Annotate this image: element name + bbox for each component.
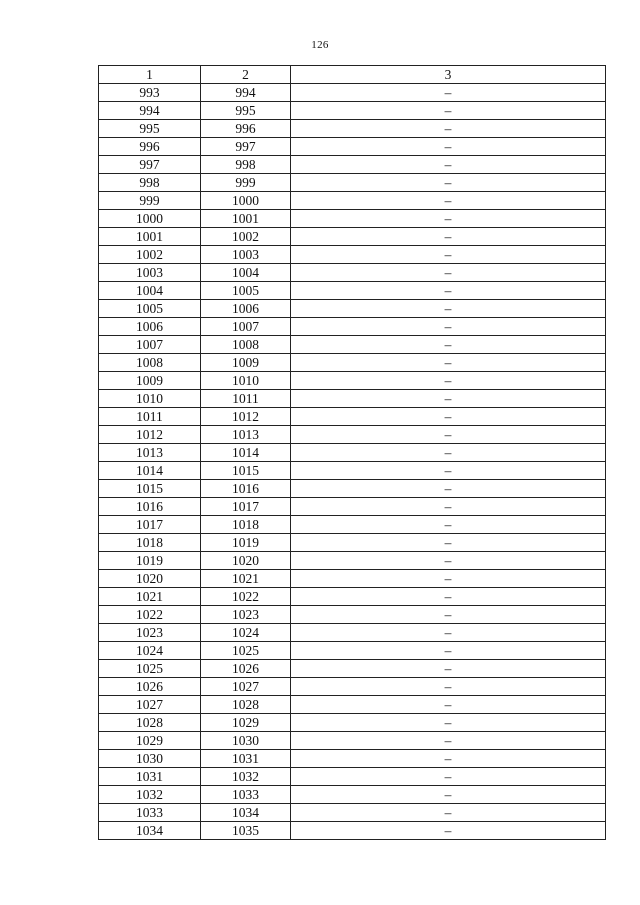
table-cell-col-3: – (291, 732, 606, 750)
table-cell-col-1: 1033 (99, 804, 201, 822)
table-row (99, 390, 606, 408)
table-cell-col-2: 1005 (201, 282, 291, 300)
table-cell-col-2: 1001 (201, 210, 291, 228)
table-cell-col-3: – (291, 606, 606, 624)
column-header-3: 3 (291, 66, 606, 84)
table-row (99, 552, 606, 570)
table-row (99, 102, 606, 120)
data-table (98, 65, 606, 840)
table-cell-col-2: 1014 (201, 444, 291, 462)
table-cell-col-3: – (291, 624, 606, 642)
table-cell-col-1: 1008 (99, 354, 201, 372)
table-cell-col-2: 1022 (201, 588, 291, 606)
table-cell-col-2: 1033 (201, 786, 291, 804)
table-row (99, 408, 606, 426)
table-cell-col-1: 1005 (99, 300, 201, 318)
table-cell-col-3: – (291, 714, 606, 732)
table-cell-col-1: 1025 (99, 660, 201, 678)
table-cell-col-3: – (291, 390, 606, 408)
table-row (99, 588, 606, 606)
column-header-2: 2 (201, 66, 291, 84)
table-cell-col-2: 1010 (201, 372, 291, 390)
table-row (99, 534, 606, 552)
table-row (99, 354, 606, 372)
table-cell-col-2: 1002 (201, 228, 291, 246)
table-cell-col-3: – (291, 264, 606, 282)
table-cell-col-2: 1007 (201, 318, 291, 336)
table-cell-col-3: – (291, 462, 606, 480)
table-cell-col-3: – (291, 138, 606, 156)
table-cell-col-1: 1012 (99, 426, 201, 444)
table-row (99, 210, 606, 228)
table-cell-col-2: 1017 (201, 498, 291, 516)
table-cell-col-2: 1009 (201, 354, 291, 372)
table-cell-col-3: – (291, 444, 606, 462)
table-row (99, 480, 606, 498)
table-cell-col-3: – (291, 588, 606, 606)
table-row (99, 696, 606, 714)
table-row (99, 264, 606, 282)
table-cell-col-1: 1027 (99, 696, 201, 714)
table-cell-col-3: – (291, 102, 606, 120)
table-cell-col-2: 995 (201, 102, 291, 120)
table-cell-col-1: 1022 (99, 606, 201, 624)
table-row (99, 498, 606, 516)
table-row (99, 660, 606, 678)
table-row (99, 786, 606, 804)
table-cell-col-3: – (291, 372, 606, 390)
table-cell-col-1: 1021 (99, 588, 201, 606)
table-cell-col-1: 1031 (99, 768, 201, 786)
table-cell-col-3: – (291, 768, 606, 786)
table-cell-col-2: 1012 (201, 408, 291, 426)
table-cell-col-1: 1019 (99, 552, 201, 570)
table-cell-col-3: – (291, 696, 606, 714)
table-cell-col-1: 1002 (99, 246, 201, 264)
table-cell-col-2: 999 (201, 174, 291, 192)
table-cell-col-1: 1006 (99, 318, 201, 336)
table-cell-col-3: – (291, 678, 606, 696)
table-row (99, 462, 606, 480)
table-cell-col-2: 1015 (201, 462, 291, 480)
table-cell-col-3: – (291, 534, 606, 552)
table-cell-col-2: 996 (201, 120, 291, 138)
table-cell-col-3: – (291, 282, 606, 300)
table-cell-col-2: 1021 (201, 570, 291, 588)
table-row (99, 678, 606, 696)
table-cell-col-2: 1025 (201, 642, 291, 660)
table-cell-col-2: 1026 (201, 660, 291, 678)
table-cell-col-3: – (291, 660, 606, 678)
table-cell-col-2: 1027 (201, 678, 291, 696)
table-cell-col-3: – (291, 408, 606, 426)
table-cell-col-1: 1017 (99, 516, 201, 534)
table-cell-col-1: 1018 (99, 534, 201, 552)
table-cell-col-1: 1003 (99, 264, 201, 282)
table-cell-col-1: 993 (99, 84, 201, 102)
table-cell-col-2: 1034 (201, 804, 291, 822)
table-cell-col-1: 1004 (99, 282, 201, 300)
table-row (99, 318, 606, 336)
table-cell-col-2: 1018 (201, 516, 291, 534)
table-cell-col-3: – (291, 822, 606, 840)
table-row (99, 606, 606, 624)
table-cell-col-2: 1016 (201, 480, 291, 498)
table-cell-col-1: 1007 (99, 336, 201, 354)
table-row (99, 282, 606, 300)
table-row (99, 84, 606, 102)
table-cell-col-3: – (291, 318, 606, 336)
table-row (99, 300, 606, 318)
table-cell-col-3: – (291, 84, 606, 102)
table-cell-col-2: 1019 (201, 534, 291, 552)
table-cell-col-3: – (291, 210, 606, 228)
column-header-1: 1 (99, 66, 201, 84)
table-cell-col-1: 1001 (99, 228, 201, 246)
table-cell-col-1: 1010 (99, 390, 201, 408)
table-row (99, 768, 606, 786)
table-cell-col-1: 999 (99, 192, 201, 210)
table-cell-col-2: 1011 (201, 390, 291, 408)
table-cell-col-1: 1028 (99, 714, 201, 732)
table-cell-col-2: 1032 (201, 768, 291, 786)
table-cell-col-2: 1008 (201, 336, 291, 354)
table-cell-col-1: 994 (99, 102, 201, 120)
table-cell-col-3: – (291, 750, 606, 768)
table-cell-col-3: – (291, 354, 606, 372)
table-cell-col-2: 1031 (201, 750, 291, 768)
table-cell-col-1: 1029 (99, 732, 201, 750)
table-row (99, 336, 606, 354)
table-cell-col-2: 1006 (201, 300, 291, 318)
table-cell-col-3: – (291, 804, 606, 822)
table-cell-col-2: 1030 (201, 732, 291, 750)
table-cell-col-2: 997 (201, 138, 291, 156)
table-cell-col-3: – (291, 192, 606, 210)
table-row (99, 156, 606, 174)
table-cell-col-3: – (291, 300, 606, 318)
table-body (99, 84, 606, 840)
table-cell-col-1: 1000 (99, 210, 201, 228)
table-cell-col-3: – (291, 480, 606, 498)
table-cell-col-1: 1015 (99, 480, 201, 498)
table-cell-col-1: 1013 (99, 444, 201, 462)
table-cell-col-2: 1020 (201, 552, 291, 570)
table-row (99, 714, 606, 732)
table-cell-col-3: – (291, 786, 606, 804)
table-cell-col-3: – (291, 246, 606, 264)
table-cell-col-3: – (291, 498, 606, 516)
table-cell-col-3: – (291, 516, 606, 534)
table-row (99, 516, 606, 534)
table-row (99, 246, 606, 264)
table-row (99, 822, 606, 840)
table-cell-col-1: 1034 (99, 822, 201, 840)
table-cell-col-1: 1020 (99, 570, 201, 588)
table-row (99, 570, 606, 588)
table-cell-col-2: 1035 (201, 822, 291, 840)
table-row (99, 804, 606, 822)
table-row (99, 444, 606, 462)
table-cell-col-3: – (291, 642, 606, 660)
table-row (99, 750, 606, 768)
table-cell-col-2: 1023 (201, 606, 291, 624)
table-cell-col-3: – (291, 336, 606, 354)
table-row (99, 120, 606, 138)
table-row (99, 192, 606, 210)
table-cell-col-1: 1009 (99, 372, 201, 390)
table-row (99, 732, 606, 750)
table-cell-col-1: 998 (99, 174, 201, 192)
table-cell-col-3: – (291, 552, 606, 570)
table-cell-col-2: 1013 (201, 426, 291, 444)
table-cell-col-3: – (291, 426, 606, 444)
table-cell-col-1: 996 (99, 138, 201, 156)
table-row (99, 372, 606, 390)
table-cell-col-3: – (291, 156, 606, 174)
table-cell-col-1: 1024 (99, 642, 201, 660)
table-cell-col-1: 1032 (99, 786, 201, 804)
table-cell-col-3: – (291, 120, 606, 138)
table-cell-col-2: 1024 (201, 624, 291, 642)
table-cell-col-2: 1003 (201, 246, 291, 264)
table-cell-col-1: 995 (99, 120, 201, 138)
table-row (99, 426, 606, 444)
table-cell-col-2: 1028 (201, 696, 291, 714)
table-cell-col-2: 998 (201, 156, 291, 174)
table-cell-col-3: – (291, 228, 606, 246)
table-cell-col-2: 994 (201, 84, 291, 102)
table-header-row (99, 66, 606, 84)
table-cell-col-2: 1000 (201, 192, 291, 210)
table-row (99, 228, 606, 246)
table-cell-col-1: 997 (99, 156, 201, 174)
page-number: 126 (311, 39, 329, 51)
table-cell-col-2: 1029 (201, 714, 291, 732)
table-cell-col-2: 1004 (201, 264, 291, 282)
table-cell-col-3: – (291, 174, 606, 192)
table-cell-col-1: 1026 (99, 678, 201, 696)
table-cell-col-1: 1016 (99, 498, 201, 516)
table-cell-col-1: 1011 (99, 408, 201, 426)
table-row (99, 174, 606, 192)
table-cell-col-1: 1023 (99, 624, 201, 642)
table-cell-col-3: – (291, 570, 606, 588)
table-row (99, 138, 606, 156)
table-cell-col-1: 1030 (99, 750, 201, 768)
table-row (99, 624, 606, 642)
table-row (99, 642, 606, 660)
table-cell-col-1: 1014 (99, 462, 201, 480)
